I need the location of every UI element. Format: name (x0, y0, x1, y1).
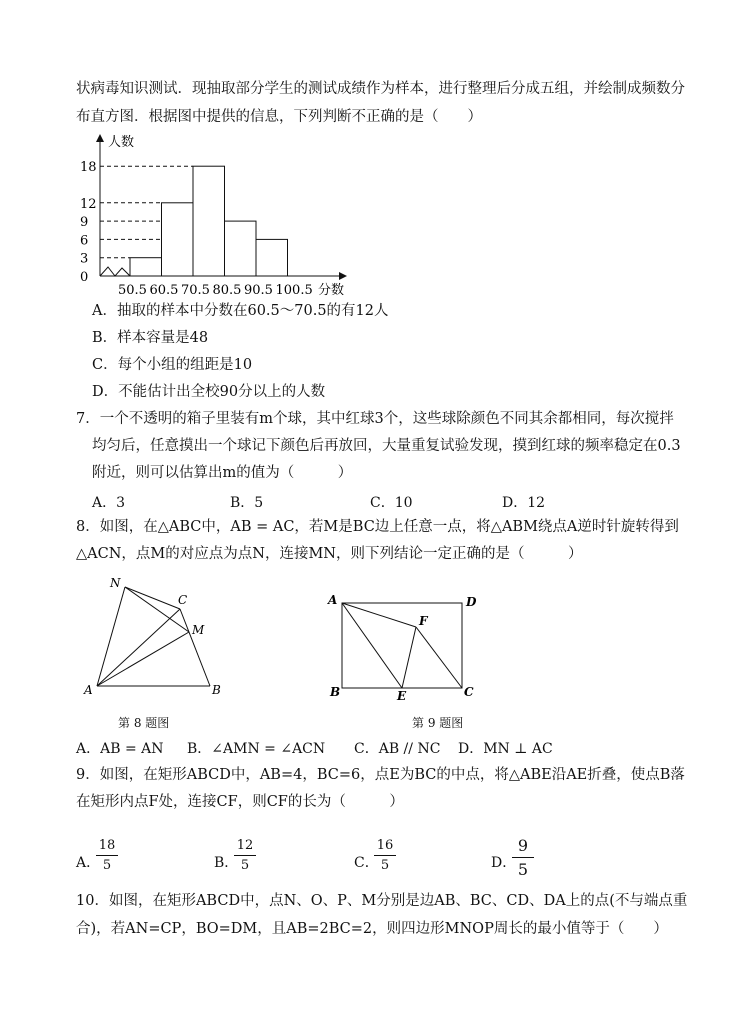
fig9-caption: 第 9 题图 (412, 716, 464, 730)
q7-line1: 7．一个不透明的箱子里装有m个球，其中红球3个，这些球除颜色不同其余都相同，每次搅拌 (76, 411, 674, 427)
fig8-label-n: N (110, 576, 121, 590)
q7-option-c: C．10 (370, 495, 413, 511)
y-tick-label: 3 (80, 251, 89, 267)
q6-stem-line2: 布直方图．根据图中提供的信息，下列判断不正确的是（ ） (76, 109, 482, 125)
q9-option-d-fraction: 9 5 (512, 836, 534, 879)
figure-8 (78, 575, 228, 700)
fig8-label-b: B (212, 683, 221, 697)
q8-line1: 8．如图，在△ABC中，AB = AC，若M是BC边上任意一点，将△ABM绕点A逆时针旋转得到 (76, 519, 679, 535)
fig9-label-b: B (330, 685, 341, 699)
x-axis-label: 分数 (318, 283, 345, 298)
q6-option-a: A．抽取的样本中分数在60.5～70.5的有12人 (92, 303, 389, 319)
x-tick-label: 100.5 (275, 283, 313, 298)
fig9-label-c: C (464, 685, 474, 699)
q8-option-d: D．MN ⊥ AC (458, 741, 553, 757)
fig8-caption: 第 8 题图 (118, 716, 170, 730)
x-tick-label: 70.5 (181, 283, 210, 298)
fig8-label-m: M (192, 623, 205, 637)
q8-option-a: A．AB = AN (76, 741, 164, 757)
y-axis-label: 人数 (108, 135, 135, 150)
y-tick-label: 18 (80, 160, 97, 176)
q9-option-c-fraction: 16 5 (374, 838, 396, 873)
q9-option-c-letter: C． (354, 855, 379, 871)
y-tick-label: 12 (80, 196, 97, 212)
fig8-label-a: A (84, 683, 93, 697)
q10-line1: 10．如图，在矩形ABCD中，点N、O、P、M分别是边AB、BC、CD、DA上的点(不与端点重 (76, 893, 688, 909)
q7-option-b: B．5 (230, 495, 264, 511)
q6-option-d: D．不能估计出全校90分以上的人数 (92, 384, 326, 400)
histogram-bar (225, 221, 257, 276)
x-tick-label: 60.5 (149, 283, 179, 298)
q6-stem-line1: 状病毒知识测试．现抽取部分学生的测试成绩作为样本，进行整理后分成五组，并绘制成频数分 (76, 81, 685, 97)
q8-option-c: C．AB // NC (354, 741, 441, 757)
fig9-label-f: F (419, 614, 428, 628)
figure-9 (320, 590, 485, 705)
q6-option-c: C．每个小组的组距是10 (92, 357, 253, 373)
histogram-bar (256, 239, 288, 276)
histogram-chart (70, 130, 360, 300)
q9-line2: 在矩形内点F处，连接CF，则CF的长为（ ） (76, 794, 404, 810)
q7-line2: 均匀后，任意摸出一个球记下颜色后再放回，大量重复试验发现，摸到红球的频率稳定在0.3 (92, 438, 681, 454)
axis-break-mark (100, 267, 130, 276)
q10-line2: 合)，若AN=CP，BO=DM，且AB=2BC=2，则四边形MNOP周长的最小值等于（ ） (76, 921, 668, 937)
x-tick-label: 50.5 (118, 283, 147, 298)
q8-line2: △ACN，点M的对应点为点N，连接MN，则下列结论一定正确的是（ ） (76, 546, 583, 562)
x-tick-label: 80.5 (212, 283, 242, 298)
histogram-bar (193, 166, 225, 276)
y-tick-label: 0 (80, 270, 89, 285)
fig8-label-c: C (178, 593, 188, 607)
q8-option-b: B．∠AMN = ∠ACN (187, 741, 326, 757)
fig9-label-d: D (466, 595, 477, 609)
q7-option-a: A．3 (92, 495, 126, 511)
q9-option-a-fraction: 18 5 (96, 838, 118, 873)
q9-option-b-letter: B． (214, 855, 239, 871)
y-tick-label: 6 (80, 233, 89, 249)
fig9-label-e: E (397, 689, 407, 703)
q9-option-b-fraction: 12 5 (234, 838, 256, 873)
q9-line1: 9．如图，在矩形ABCD中，AB=4，BC=6，点E为BC的中点，将△ABE沿AE折叠，使点B落 (76, 767, 685, 783)
q7-line3: 附近，则可以估算出m的值为（ ） (92, 465, 353, 481)
fig9-label-a: A (328, 593, 338, 607)
histogram-bar (162, 203, 194, 276)
q9-option-a-letter: A． (76, 855, 101, 871)
y-tick-label: 9 (80, 215, 89, 231)
histogram-bar (130, 258, 162, 276)
x-tick-label: 90.5 (244, 283, 273, 298)
q6-option-b: B．样本容量是48 (92, 330, 209, 346)
q9-option-d-letter: D． (491, 855, 517, 871)
q7-option-d: D．12 (502, 495, 546, 511)
